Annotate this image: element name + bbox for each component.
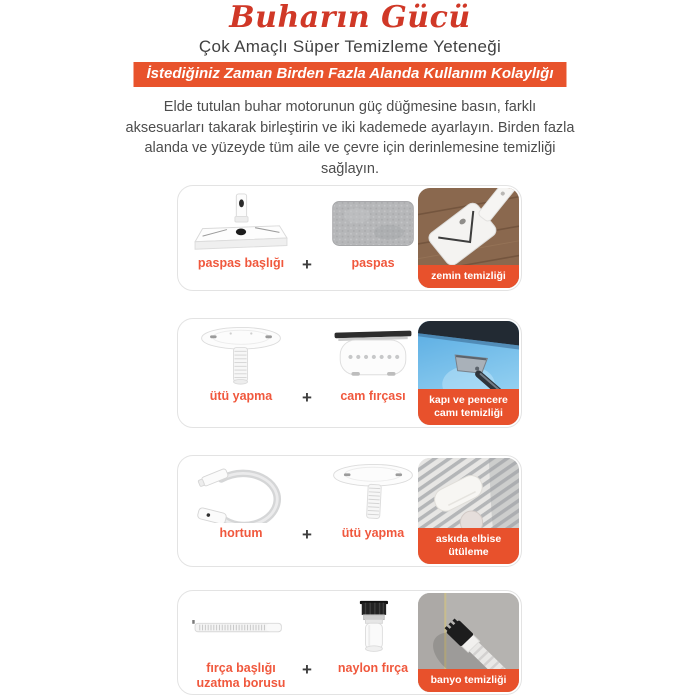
item-iron-attachment — [318, 463, 428, 541]
window-squeegee-icon — [321, 326, 425, 386]
item-window-squeegee — [318, 326, 428, 404]
iron-attachment-icon — [189, 326, 293, 386]
plus-sign: + — [302, 660, 312, 679]
result-caption: banyo temizliği — [418, 669, 519, 692]
combo-card-bathroom — [177, 590, 522, 695]
iron-attachment-icon — [321, 463, 425, 523]
extension-tube-icon — [189, 598, 293, 658]
item-mop-head — [186, 193, 296, 271]
garment-steaming-photo — [418, 458, 519, 564]
item-iron-attachment — [186, 326, 296, 404]
description-text: Elde tutulan buhar motorunun güç düğmesine basın, farklı aksesuarları takarak birleştirin ve iki kademede ayarlayın. Birden fazla alanda ve yüzeyde tüm aile ve çevre için derinlemesine temizliği sağlayın. — [125, 99, 575, 177]
combo-card-garment — [177, 455, 522, 567]
page-title: Buharın Gücü — [229, 0, 471, 35]
item-label: fırça başlığı uzatma borusu — [196, 661, 286, 690]
item-label: hortum — [219, 526, 263, 540]
item-mop-pad — [318, 193, 428, 271]
item-label: naylon fırça — [337, 661, 409, 675]
highlight-banner: İstediğiniz Zaman Birden Fazla Alanda Kullanım Kolaylığı — [133, 62, 566, 87]
nylon-brush-icon — [321, 598, 425, 658]
mop-head-icon — [189, 193, 293, 253]
result-caption: askıda elbise ütüleme — [418, 528, 519, 564]
bathroom-cleaning-photo — [418, 593, 519, 692]
page-subtitle: Çok Amaçlı Süper Temizleme Yeteneği — [198, 37, 502, 56]
combo-card-floor — [177, 185, 522, 291]
plus-sign: + — [302, 388, 312, 407]
mop-pad-icon — [321, 193, 425, 253]
item-label: cam fırçası — [340, 389, 406, 403]
item-extension-tube — [186, 598, 296, 691]
item-nylon-brush — [318, 598, 428, 676]
item-label: paspas başlığı — [197, 256, 285, 270]
plus-sign: + — [302, 525, 312, 544]
plus-sign: + — [302, 255, 312, 274]
item-label: ütü yapma — [341, 526, 405, 540]
combo-card-window — [177, 318, 522, 428]
window-cleaning-photo — [418, 321, 519, 425]
result-caption: kapı ve pencere camı temizliği — [418, 389, 519, 425]
floor-cleaning-photo — [418, 188, 519, 288]
item-hose — [186, 463, 296, 541]
item-label: ütü yapma — [209, 389, 273, 403]
hose-icon — [189, 463, 293, 523]
result-caption: zemin temizliği — [418, 265, 519, 288]
item-label: paspas — [351, 256, 395, 270]
